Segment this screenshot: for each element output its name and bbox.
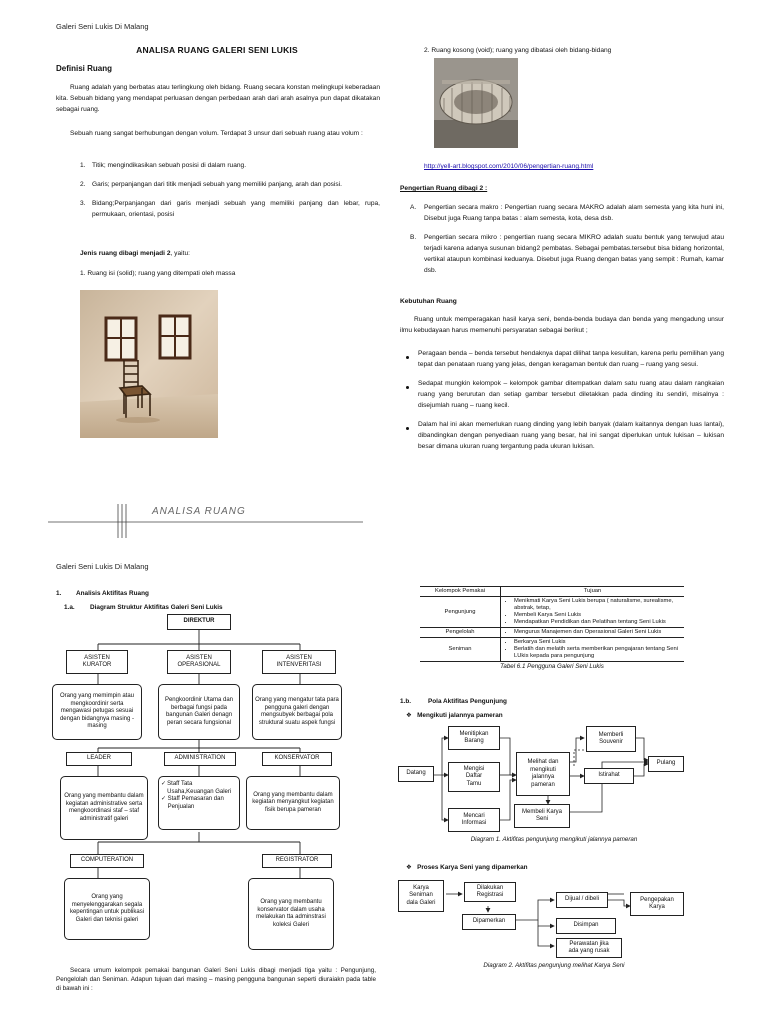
table-cell: • Berkarya Seni Lukis • Berlatih dan melatih serta memberikan pengajaran tentang Seni LUkis kepada para pengunjung bbox=[501, 638, 685, 662]
list-item: 2. Garis; perpanjangan dari titik menjadi sebuah yang memiliki panjang, arah dan posisi. bbox=[80, 181, 342, 188]
mengisi-box: Mengisi Daftar Tamu bbox=[448, 762, 500, 792]
melihat-box: Melihat dan mengikuti jalannya pameran bbox=[516, 752, 570, 796]
pengertian-heading: Pengertian Ruang dibagi 2 : bbox=[400, 185, 488, 192]
check-icon: ✓ bbox=[161, 796, 167, 802]
administration-description bbox=[158, 776, 240, 830]
mencari-box: Mencari Informasi bbox=[448, 808, 500, 832]
table-row bbox=[420, 597, 684, 628]
asisten-operasional-box: ASISTEN OPERASIONAL bbox=[167, 650, 231, 674]
jenis-ruang-line: Jenis ruang dibagi menjadi 2, yaitu: bbox=[80, 250, 190, 257]
table-header-cell: Tujuan bbox=[501, 587, 685, 597]
disimpan-box: Disimpan bbox=[556, 918, 616, 934]
computeration-box: COMPUTERATION bbox=[70, 854, 144, 868]
logo-text: ANALISA RUANG bbox=[152, 506, 246, 517]
menitipkan-box: Menitipkan Barang bbox=[448, 726, 500, 750]
flow2-heading: ❖ Proses Karya Seni yang dipamerkan bbox=[406, 864, 528, 871]
ruang-kosong-text: 2. Ruang kosong (void); ruang yang dibatasi oleh bidang-bidang bbox=[424, 47, 612, 54]
subsection-title: Diagram Struktur Aktifitas Galeri Seni Lukis bbox=[90, 604, 223, 611]
table-cell: Seniman bbox=[420, 638, 501, 662]
table-header-row bbox=[420, 587, 684, 597]
flow2-caption: Diagram 2. Aktifitas pengunjung melihat Karya Seni bbox=[483, 962, 625, 969]
section-number: 1. bbox=[56, 590, 62, 597]
membeli-karya-box: Membeli Karya Seni bbox=[514, 804, 570, 828]
table-cell: Pengelolah bbox=[420, 628, 501, 638]
membeli-souvenir-box: Memberli Souvenir bbox=[586, 726, 636, 752]
window-left bbox=[106, 318, 136, 360]
inventaris-description: Orang yang mengatur tata para pengguna galeri dengan mengsubyek berbagai pola struktural suatu aspek fungsi bbox=[252, 684, 342, 740]
subsection-number: 1.b. bbox=[400, 698, 412, 705]
direktur-box: DIREKTUR bbox=[167, 614, 231, 630]
konservator-box: KONSERVATOR bbox=[262, 752, 332, 766]
analisa-ruang-logo bbox=[48, 500, 368, 540]
list-item: 3. Bidang;Perpanjangan dari garis menjadi sebuah yang memiliki panjang dan lebar, rupa, permukaan, orientasi, posisi bbox=[80, 200, 380, 218]
list-item: B. Pengertian secara mikro : pengertian ruang secara MIKRO adalah suatu bentuk yang terwujud atau terjadi karena adanya susunan bidang2 pembatas. Sebagai pembatas.tersebut bisa bidang horizontal, vertikal ataupun kombinasi keduanya. Disebut juga Ruang dengan batas yang sempit : Rumah, kamar dsb. bbox=[410, 234, 724, 274]
colosseum-image bbox=[434, 58, 518, 148]
page-title: ANALISA RUANG GALERI SENI LUKIS bbox=[136, 45, 298, 55]
dipamerkan-box: Dipamerkan bbox=[462, 914, 516, 930]
window-right bbox=[160, 316, 190, 358]
paragraph: Ruang untuk memperagakan hasil karya seni, benda-benda budaya dan benda yang mengadung unsur ilmu kebudayaan harus memenuhi persyaratan sebagai berikut ; bbox=[400, 316, 724, 334]
kebutuhan-heading: Kebutuhan Ruang bbox=[400, 298, 457, 305]
perawatan-box: Perawatan jika ada yang rusak bbox=[556, 938, 622, 958]
administration-box: ADMINISTRATION bbox=[164, 752, 236, 766]
subsection-title: Pola Aktifitas Pengunjung bbox=[428, 698, 507, 705]
kebutuhan-list bbox=[406, 348, 724, 452]
paragraph: Sebuah ruang sangat berhubungan dengan volum. Terdapat 3 unsur dari sebuah ruang atau volum : bbox=[70, 130, 363, 137]
registrator-description: Orang yang membantu konservator dalam usaha melakukan tta adminstrasi koleksi Galeri bbox=[248, 878, 334, 950]
pulang-box: Pulang bbox=[648, 756, 684, 772]
pengepakan-box: Pengepakan Karya bbox=[630, 892, 684, 916]
table-header-cell: Kelompok Pemakai bbox=[420, 587, 501, 597]
leader-box: LEADER bbox=[66, 752, 132, 766]
table-cell: • Menikmati Karya Seni Lukis berupa ( naturalisme, surealisme, abstrak, tetap, • Membeli Karya Seni Lukis • Mendapatkan Pendidikan dan Pelatihan tentang Seni Lukis bbox=[501, 597, 685, 628]
leader-description: Orang yang membantu dalam kegiatan administrative serta mengkoordinasi staf – staf administratif galeri bbox=[60, 776, 148, 840]
computeration-description: Orang yang menyelenggarakan segala kepentingan untuk publikasi Galeri dan teknisi galeri bbox=[64, 878, 150, 940]
registrasi-box: Dilakukan Registrasi bbox=[464, 882, 516, 902]
diamond-bullet-icon: ❖ bbox=[406, 712, 412, 719]
closing-paragraph: Secara umum kelompok pemakai bangunan Galeri Seni Lukis dibagi menjadi tiga yaitu : Pengunjung, Pengelolah dan Seniman. Adapun tujuan dari masing – masing pengguna bangunan seperti diuraiakn pada table di bawah ini : bbox=[56, 967, 376, 992]
bullet-icon bbox=[406, 427, 409, 430]
karya-seniman-box: Karya Seniman dala Galeri bbox=[398, 880, 444, 912]
asisten-inventaris-box: ASISTEN INTENVERITASI bbox=[262, 650, 336, 674]
datang-box: Datang bbox=[398, 766, 434, 782]
section-title: Analisis Aktifitas Ruang bbox=[76, 590, 149, 597]
dijual-box: Dijual / dibeli bbox=[556, 892, 608, 908]
page-2 bbox=[0, 540, 768, 1024]
ruang-isi-text: 1. Ruang isi (solid); ruang yang ditempati oleh massa bbox=[80, 270, 236, 277]
list-item: ✓ Staff Pemasaran dan Penjualan bbox=[161, 796, 224, 810]
check-icon: ✓ bbox=[161, 781, 167, 787]
diamond-bullet-icon: ❖ bbox=[406, 864, 412, 871]
list-item: 1. Titik; mengindikasikan sebuah posisi di dalam ruang. bbox=[80, 162, 247, 169]
pengguna-table bbox=[420, 586, 684, 670]
page-header: Galeri Seni Lukis Di Malang bbox=[56, 22, 149, 31]
table-cell: • Mengurus Manajemen dan Operasional Galeri Seni Lukis bbox=[501, 628, 685, 638]
table-cell: Pengunjung bbox=[420, 597, 501, 628]
room-chair-image bbox=[80, 290, 218, 438]
pengertian-list bbox=[410, 202, 724, 276]
flow1-heading: ❖ Mengikuti jalannya pameran bbox=[406, 712, 503, 719]
subsection-number: 1.a. bbox=[64, 604, 75, 611]
table-caption: Tabel 6.1 Pengguna Galeri Seni Lukis bbox=[500, 663, 604, 670]
registrator-box: REGISTRATOR bbox=[262, 854, 332, 868]
page-header: Galeri Seni Lukis Di Malang bbox=[56, 562, 149, 571]
paragraph: Ruang adalah yang berbatas atau terlingkung oleh bidang. Ruang secara konstan melingkupi keberadaan kita. Sebuah bidang yang mendapat perluasan dengan perbedaan arah dari arah asalnya pun dapat dikatakan sebagai ruang. bbox=[56, 84, 380, 113]
operasional-description: Pengkoordinir Utama dan berbagai fungsi pada bangunan Galeri denagn peran secara fungsional bbox=[158, 684, 240, 740]
bullet-icon bbox=[406, 356, 409, 359]
flow1-caption: Diagram 1. Aktifitas pengunjung mengikuti jalannya pameran bbox=[470, 836, 638, 843]
list-item: Dalam hal ini akan memerlukan ruang dinding yang lebih banyak (dalam kaitannya dengan luas lantai), dibandingkan dengan penyediaan ruang yang besar, hal ini sangat diperlukan untuk lukisan – lukisan besar dimana ukuran ruang tergantung pada ukuran lukisan. bbox=[406, 419, 724, 452]
konservator-description: Orang yang membantu dalam kegiatan menyangkut kegiatan fisik berupa pameran bbox=[246, 776, 340, 830]
istirahat-box: Istirahat bbox=[584, 768, 634, 784]
list-item: ✓ Staff Tata Usaha,Keuangan Galeri bbox=[161, 781, 232, 795]
unsur-list bbox=[80, 160, 380, 220]
asisten-kurator-box: ASISTEN KURATOR bbox=[66, 650, 128, 674]
definisi-heading: Definisi Ruang bbox=[56, 64, 113, 73]
kurator-description: Orang yang memimpin atau mengkoordinir serta mengawasi petugas sesuai dengan bidangnya masing - masing bbox=[52, 684, 142, 740]
bullet-icon bbox=[406, 386, 409, 389]
source-link[interactable]: http://yell-art.blogspot.com/2010/06/pengertian-ruang.html bbox=[424, 163, 594, 170]
table-row bbox=[420, 638, 684, 662]
list-item: Sedapat mungkin kelompok – kelompok gambar ditempatkan dalam satu ruang atau dalam rangkaian ruang yang berurutan dan setiap gambar tersebut diletakkan pada dinding itu sendiri, misalnya : disejumlah ruang – ruang kecil. bbox=[406, 378, 724, 411]
list-item: Peragaan benda – benda tersebut hendaknya dapat dilihat tanpa kesulitan, karena perlu pemilihan yang tepat dan penataan ruang yang jelas, dengan keragaman bentuk dan ruang – ruang yang sesui. bbox=[406, 348, 724, 370]
list-item: A. Pengertian secara makro : Pengertian ruang secara MAKRO adalah alam semesta yang kita huni ini, Disebut juga Ruang tanpa batas : alam semesta, kota, desa dsb. bbox=[410, 204, 724, 222]
table-row bbox=[420, 628, 684, 638]
